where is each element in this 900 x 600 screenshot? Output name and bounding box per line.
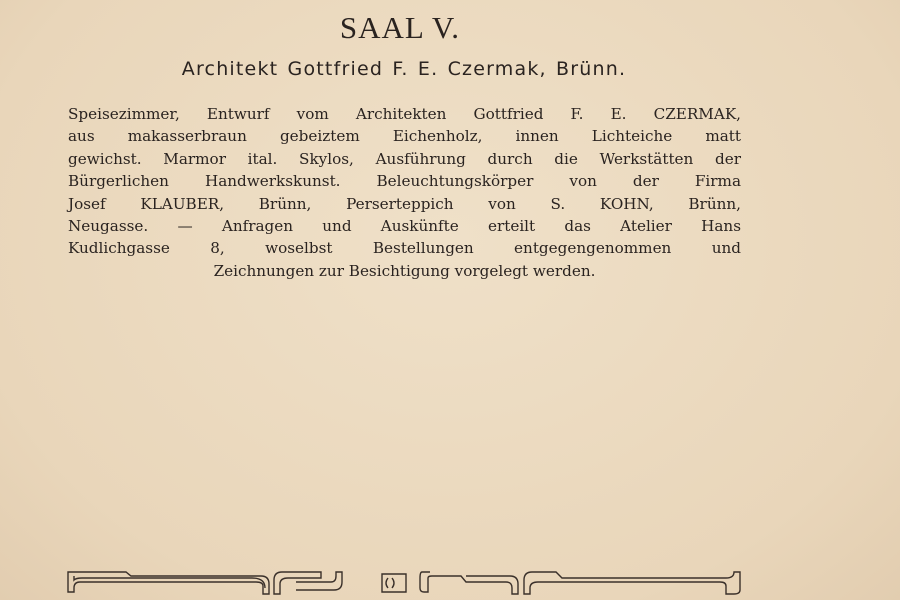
text-line: Bürgerlichen Handwerkskunst. Beleuchtungskörper von der Firma xyxy=(68,172,741,191)
text-line: Zeichnungen zur Besichtigung vorgelegt werden. xyxy=(213,261,596,280)
page-title: SAAL V. xyxy=(339,10,461,45)
text-line: gewichst. Marmor ital. Skylos, Ausführung durch die Werkstätten der xyxy=(68,149,741,168)
text-line: Speisezimmer, Entwurf vom Architekten Gottfried F. E. CZERMAK, xyxy=(68,105,741,123)
text-line: aus makasserbraun gebeiztem Eichenholz, innen Lichteiche matt xyxy=(68,127,741,146)
decorative-ornament xyxy=(66,568,746,598)
description-paragraph xyxy=(68,103,741,282)
text-line: Neugasse. — Anfragen und Auskünfte erteilt das Atelier Hans xyxy=(68,217,741,236)
architect-subtitle: Architekt Gottfried F. E. Czermak, Brünn. xyxy=(181,58,627,80)
text-line: Kudlichgasse 8, woselbst Bestellungen entgegengenommen und xyxy=(68,239,741,258)
text-line: Josef KLAUBER, Brünn, Perserteppich von S. KOHN, Brünn, xyxy=(68,194,741,213)
